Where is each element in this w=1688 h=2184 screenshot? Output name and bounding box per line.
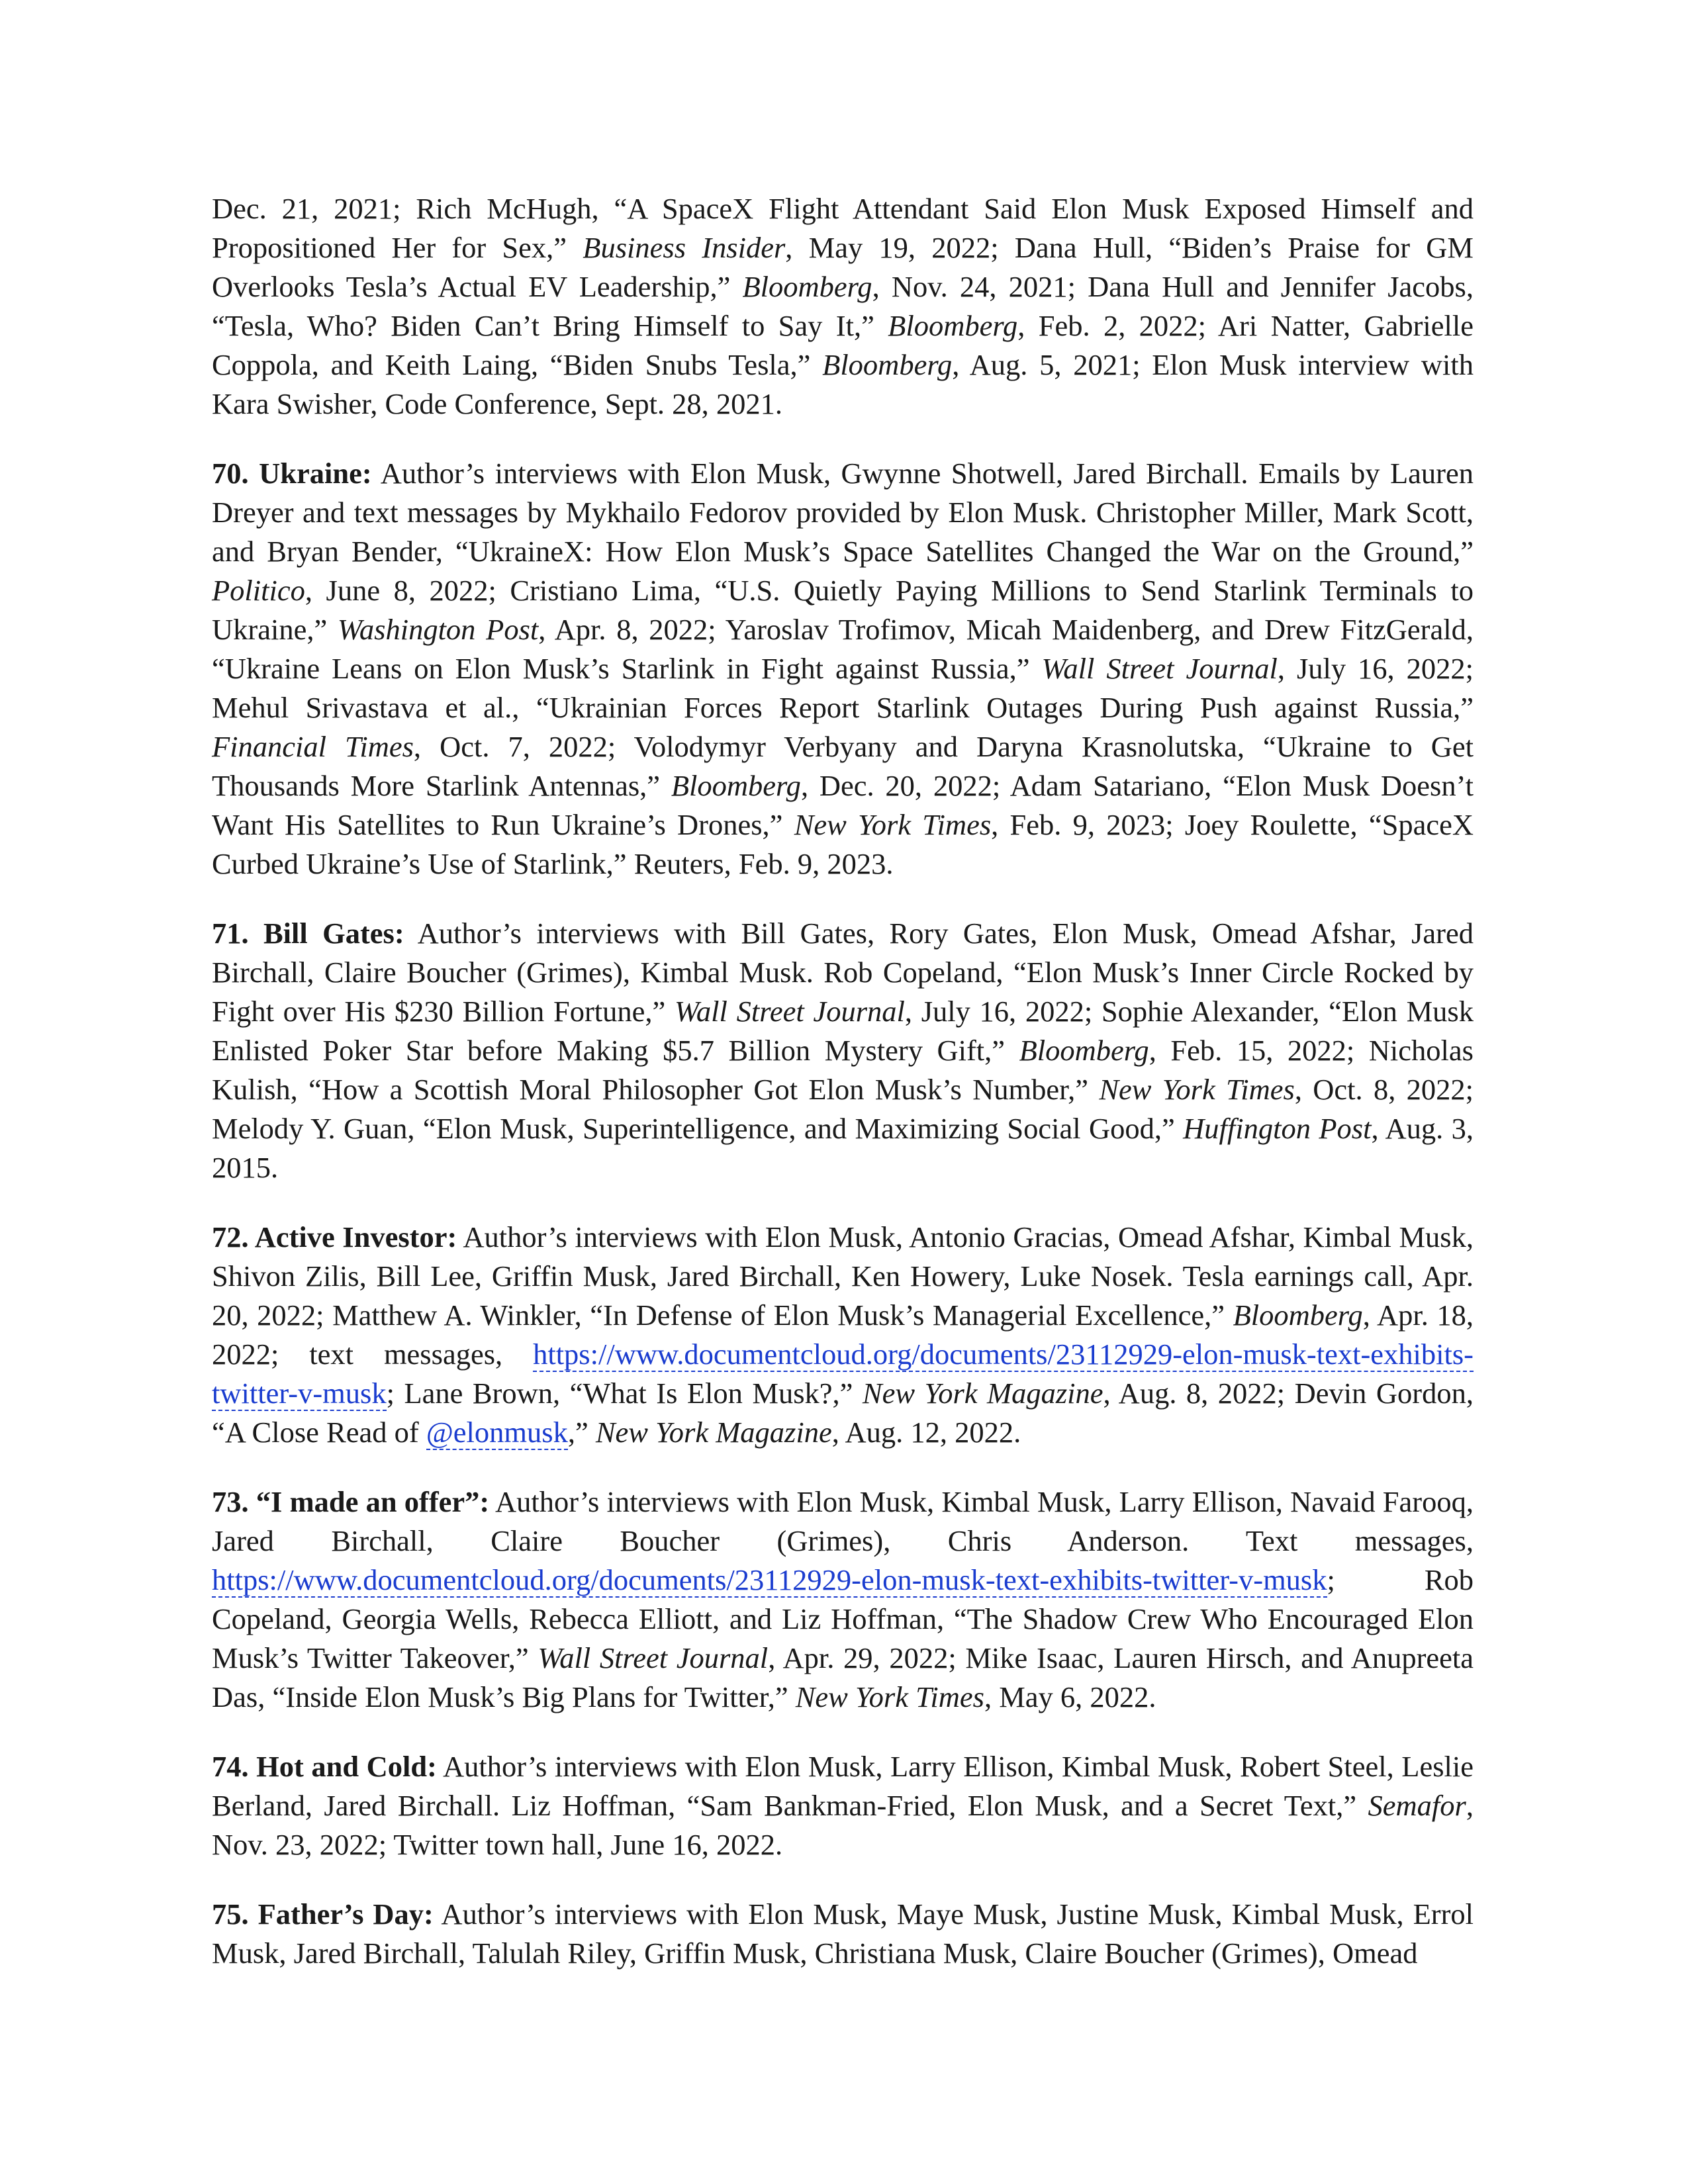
note-text: , Aug. 12, 2022. bbox=[831, 1416, 1021, 1449]
note-text: , May 6, 2022. bbox=[984, 1680, 1156, 1713]
publication-title: Business Insider bbox=[583, 231, 786, 264]
note-text: Author’s interviews with Elon Musk, Kimbal Musk, Larry Ellison, Navaid Farooq, Jared Birchall, Claire Boucher (Grimes), Chris Anderson. Text messages, bbox=[212, 1485, 1474, 1557]
note-text: Author’s interviews with Elon Musk, Antonio Gracias, Omead Afshar, Kimbal Musk, Shivon Zilis, Bill Lee, Griffin Musk, Jared Birchall, Ken Howery, Luke Nosek. Tesla earnings call, Apr. 20, 2022; Matthew A. Winkler, “In Defense of Elon Musk’s Managerial Excellence,” bbox=[212, 1220, 1474, 1332]
publication-title: Bloomberg bbox=[742, 270, 872, 303]
publication-title: Bloomberg bbox=[1019, 1034, 1149, 1067]
note-text: , Oct. 7, 2022; Volodymyr Verbyany and Daryna Krasnolutska, “Ukraine to Get Thousands More Starlink Antennas,” bbox=[212, 730, 1474, 802]
endnote-75 bbox=[212, 1895, 1474, 1973]
publication-title: Wall Street Journal bbox=[674, 995, 905, 1028]
note-heading: 71. Bill Gates: bbox=[212, 917, 404, 950]
note-heading: 72. Active Investor: bbox=[212, 1220, 457, 1253]
publication-title: Huffington Post bbox=[1183, 1112, 1372, 1145]
publication-title: New York Times bbox=[794, 808, 992, 841]
endnote-70 bbox=[212, 454, 1474, 884]
publication-title: Financial Times bbox=[212, 730, 414, 763]
publication-title: Washington Post bbox=[337, 613, 539, 646]
note-text: ; Rob Copeland, Georgia Wells, Rebecca Elliott, and Liz Hoffman, “The Shadow Crew Who Encouraged Elon Musk’s Twitter Takeover,” bbox=[212, 1563, 1474, 1674]
note-text: , Nov. 23, 2022; Twitter town hall, June 16, 2022. bbox=[212, 1789, 1474, 1861]
publication-title: Bloomberg bbox=[888, 309, 1018, 342]
note-text: , Oct. 8, 2022; Melody Y. Guan, “Elon Musk, Superintelligence, and Maximizing Social Good,” bbox=[212, 1073, 1474, 1145]
note-text: , June 8, 2022; Cristiano Lima, “U.S. Quietly Paying Millions to Send Starlink Terminals to Ukraine,” bbox=[212, 574, 1474, 646]
publication-title: New York Magazine bbox=[595, 1416, 832, 1449]
note-text: , Apr. 8, 2022; Yaroslav Trofimov, Micah Maidenberg, and Drew FitzGerald, “Ukraine Leans on Elon Musk’s Starlink in Fight against Russia,” bbox=[212, 613, 1474, 685]
note-text: , Apr. 29, 2022; Mike Isaac, Lauren Hirsch, and Anupreeta Das, “Inside Elon Musk’s Big Plans for Twitter,” bbox=[212, 1641, 1474, 1713]
note-text: , Aug. 3, 2015. bbox=[212, 1112, 1474, 1184]
publication-title: Semafor bbox=[1368, 1789, 1466, 1822]
publication-title: New York Times bbox=[795, 1680, 984, 1713]
publication-title: Bloomberg bbox=[671, 769, 801, 802]
note-text: ,” bbox=[567, 1416, 596, 1449]
note-heading: 75. Father’s Day: bbox=[212, 1897, 434, 1931]
note-text: Author’s interviews with Elon Musk, Larry Ellison, Kimbal Musk, Robert Steel, Leslie Berland, Jared Birchall. Liz Hoffman, “Sam Bankman-Fried, Elon Musk, and a Secret Text,” bbox=[212, 1750, 1474, 1822]
endnote-71 bbox=[212, 914, 1474, 1187]
note-text: , July 16, 2022; Mehul Srivastava et al., “Ukrainian Forces Report Starlink Outages During Push against Russia,” bbox=[212, 652, 1474, 724]
note-text: , Feb. 15, 2022; Nicholas Kulish, “How a Scottish Moral Philosopher Got Elon Musk’s Number,” bbox=[212, 1034, 1474, 1106]
endnote-74 bbox=[212, 1747, 1474, 1864]
publication-title: Wall Street Journal bbox=[1041, 652, 1278, 685]
publication-title: Wall Street Journal bbox=[538, 1641, 769, 1674]
note-text: Dec. 21, 2021; Rich McHugh, “A SpaceX Flight Attendant Said Elon Musk Exposed Himself and Propositioned Her for Sex,” bbox=[212, 192, 1474, 264]
note-text: , Feb. 9, 2023; Joey Roulette, “SpaceX Curbed Ukraine’s Use of Starlink,” Reuters, Feb. 9, 2023. bbox=[212, 808, 1474, 880]
note-text: , Aug. 5, 2021; Elon Musk interview with Kara Swisher, Code Conference, Sept. 28, 2021. bbox=[212, 348, 1474, 420]
handle-link[interactable]: @elonmusk bbox=[426, 1416, 568, 1449]
note-text: , Aug. 8, 2022; Devin Gordon, “A Close Read of bbox=[212, 1377, 1474, 1449]
publication-title: Bloomberg bbox=[1233, 1298, 1363, 1332]
endnote-72 bbox=[212, 1218, 1474, 1452]
note-text: Author’s interviews with Bill Gates, Rory Gates, Elon Musk, Omead Afshar, Jared Birchall, Claire Boucher (Grimes), Kimbal Musk. Rob Copeland, “Elon Musk’s Inner Circle Rocked by Fight over His $230 Billion Fortune,” bbox=[212, 917, 1474, 1028]
note-text: , Dec. 20, 2022; Adam Satariano, “Elon Musk Doesn’t Want His Satellites to Run Ukraine’s Drones,” bbox=[212, 769, 1474, 841]
publication-title: New York Times bbox=[1099, 1073, 1295, 1106]
note-text: , July 16, 2022; Sophie Alexander, “Elon Musk Enlisted Poker Star before Making $5.7 Billion Mystery Gift,” bbox=[212, 995, 1474, 1067]
note-text: ; Lane Brown, “What Is Elon Musk?,” bbox=[386, 1377, 863, 1410]
publication-title: Politico bbox=[212, 574, 305, 607]
note-text: , Apr. 18, 2022; text messages, bbox=[212, 1298, 1474, 1371]
publication-title: New York Magazine bbox=[862, 1377, 1103, 1410]
url-link[interactable]: https://www.documentcloud.org/documents/23112929-elon-musk-text-exhibits-twitter-v-musk bbox=[212, 1563, 1327, 1596]
note-text: Author’s interviews with Elon Musk, Maye Musk, Justine Musk, Kimbal Musk, Errol Musk, Jared Birchall, Talulah Riley, Griffin Musk, Christiana Musk, Claire Boucher (Grimes), Omead bbox=[212, 1897, 1474, 1970]
note-text: Author’s interviews with Elon Musk, Gwynne Shotwell, Jared Birchall. Emails by Lauren Dreyer and text messages by Mykhailo Fedorov provided by Elon Musk. Christopher Miller, Mark Scott, and Bryan Bender, “UkraineX: How Elon Musk’s Space Satellites Changed the War on the Ground,” bbox=[212, 457, 1474, 568]
endnote-73 bbox=[212, 1482, 1474, 1717]
note-heading: 73. “I made an offer”: bbox=[212, 1485, 490, 1518]
note-continuation bbox=[212, 189, 1474, 424]
notes-page bbox=[212, 189, 1474, 2003]
publication-title: Bloomberg bbox=[822, 348, 953, 381]
note-text: , Feb. 2, 2022; Ari Natter, Gabrielle Coppola, and Keith Laing, “Biden Snubs Tesla,” bbox=[212, 309, 1474, 381]
note-heading: 70. Ukraine: bbox=[212, 457, 372, 490]
note-text: , Nov. 24, 2021; Dana Hull and Jennifer Jacobs, “Tesla, Who? Biden Can’t Bring Himself to Say It,” bbox=[212, 270, 1474, 342]
note-heading: 74. Hot and Cold: bbox=[212, 1750, 437, 1783]
url-link[interactable]: https://www.documentcloud.org/documents/23112929-elon-musk-text-exhibits-twitter-v-musk bbox=[212, 1338, 1474, 1410]
note-text: , May 19, 2022; Dana Hull, “Biden’s Praise for GM Overlooks Tesla’s Actual EV Leadership,” bbox=[212, 231, 1474, 303]
